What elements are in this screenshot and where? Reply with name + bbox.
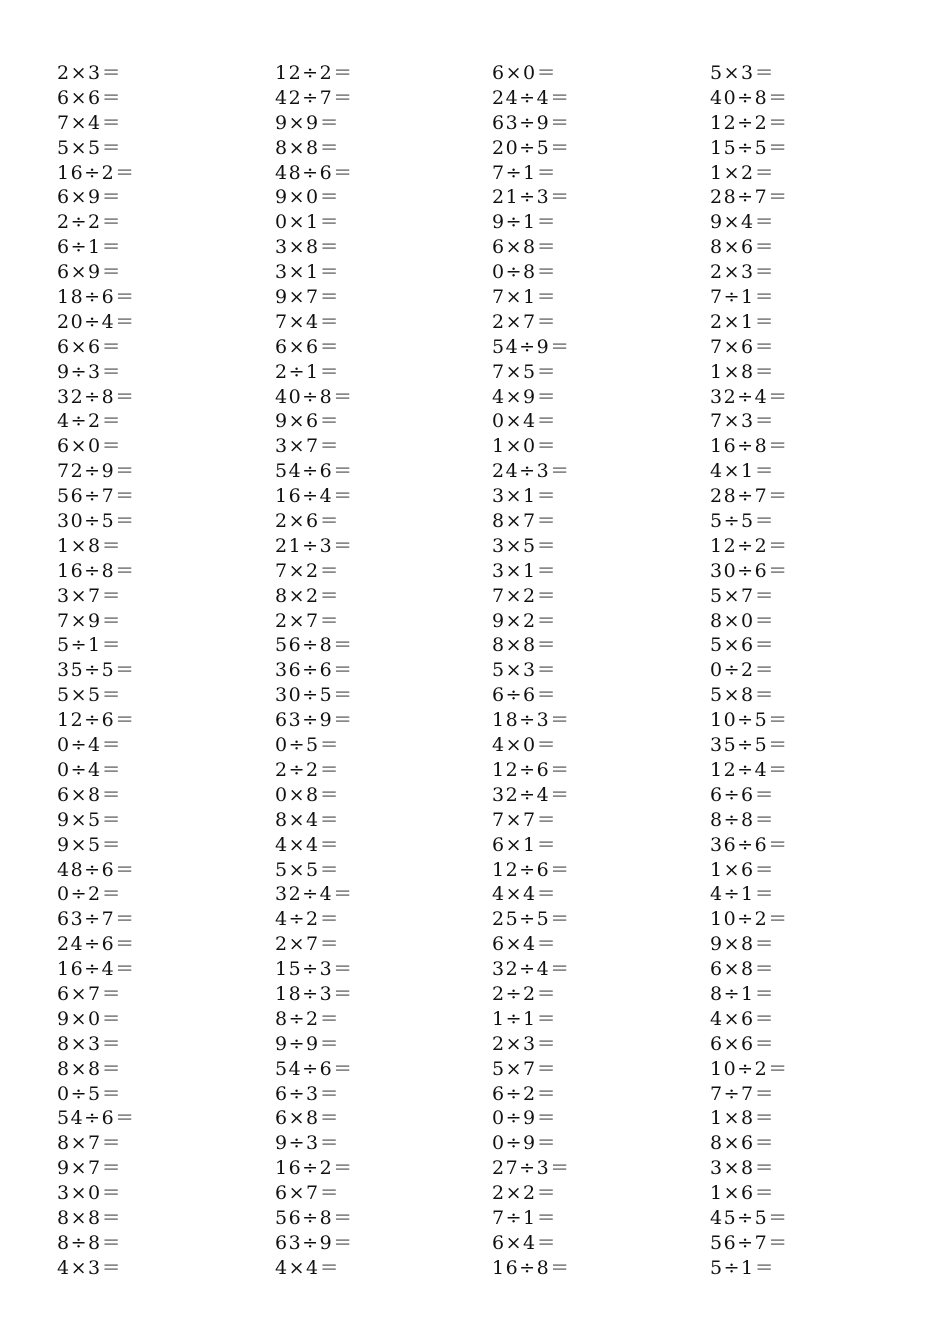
math-problem: 12÷2＝	[710, 534, 789, 557]
math-problem: 24÷4＝	[492, 86, 571, 109]
math-problem: 1×8＝	[710, 1107, 776, 1130]
math-problem: 6÷2＝	[492, 1082, 558, 1105]
math-problem: 6×1＝	[492, 833, 558, 856]
math-problem: 9÷1＝	[492, 211, 558, 234]
math-problem: 2×7＝	[275, 609, 341, 632]
math-problem: 0÷9＝	[492, 1107, 558, 1130]
math-problem: 5×3＝	[492, 659, 558, 682]
math-problem: 6×7＝	[57, 982, 123, 1005]
math-problem: 9×6＝	[275, 410, 341, 433]
math-problem: 4÷2＝	[57, 410, 123, 433]
math-problem: 56÷7＝	[710, 1231, 789, 1254]
math-problem: 0÷4＝	[57, 758, 123, 781]
math-problem: 36÷6＝	[275, 659, 354, 682]
math-problem: 9×0＝	[57, 1007, 123, 1030]
math-problem: 4×6＝	[710, 1007, 776, 1030]
math-problem: 8÷8＝	[710, 808, 776, 831]
math-problem: 2×6＝	[275, 510, 341, 533]
math-problem: 54÷6＝	[275, 460, 354, 483]
math-problem: 48÷6＝	[57, 858, 136, 881]
math-problem: 63÷9＝	[492, 111, 571, 134]
math-problem: 1×2＝	[710, 161, 776, 184]
math-problem: 5×5＝	[57, 136, 123, 159]
math-problem: 0÷9＝	[492, 1132, 558, 1155]
math-problem: 1×6＝	[710, 858, 776, 881]
math-problem: 2×3＝	[710, 261, 776, 284]
math-problem: 6÷6＝	[492, 684, 558, 707]
math-problem: 16÷2＝	[275, 1157, 354, 1180]
math-problem: 6×0＝	[57, 435, 123, 458]
math-problem: 20÷5＝	[492, 136, 571, 159]
math-problem: 8×8＝	[57, 1206, 123, 1229]
math-problem: 12÷6＝	[57, 709, 136, 732]
math-problem: 0÷5＝	[57, 1082, 123, 1105]
math-problem: 2×7＝	[275, 933, 341, 956]
math-problem: 9÷3＝	[275, 1132, 341, 1155]
math-problem: 2×7＝	[492, 310, 558, 333]
math-problem: 8×3＝	[57, 1032, 123, 1055]
math-problem: 16÷8＝	[57, 559, 136, 582]
math-problem: 2×3＝	[492, 1032, 558, 1055]
math-problem: 6×4＝	[492, 933, 558, 956]
math-problem: 7×3＝	[710, 410, 776, 433]
math-problem: 6×8＝	[492, 236, 558, 259]
math-problem: 54÷6＝	[275, 1057, 354, 1080]
math-problem: 9÷3＝	[57, 360, 123, 383]
math-problem: 12÷2＝	[275, 62, 354, 84]
math-problem: 7×9＝	[57, 609, 123, 632]
math-problem: 2÷2＝	[57, 211, 123, 234]
math-problem: 9×8＝	[710, 933, 776, 956]
math-problem: 8×8＝	[57, 1057, 123, 1080]
math-problem: 40÷8＝	[275, 385, 354, 408]
math-problem: 36÷6＝	[710, 833, 789, 856]
math-problem: 7×7＝	[492, 808, 558, 831]
math-problem: 3×1＝	[275, 261, 341, 284]
math-problem: 0÷8＝	[492, 261, 558, 284]
math-problem: 10÷5＝	[710, 709, 789, 732]
math-problem: 7×4＝	[275, 310, 341, 333]
math-problem: 54÷6＝	[57, 1107, 136, 1130]
math-problem: 3×8＝	[710, 1157, 776, 1180]
math-problem: 6×9＝	[57, 186, 123, 209]
problem-column-4	[710, 61, 910, 1281]
math-problem: 3×1＝	[492, 559, 558, 582]
math-problem: 0×8＝	[275, 783, 341, 806]
math-problem: 6×8＝	[710, 958, 776, 981]
math-problem: 5×7＝	[492, 1057, 558, 1080]
math-problem: 6×6＝	[275, 335, 341, 358]
math-problem: 35÷5＝	[710, 734, 789, 757]
math-problem: 4÷1＝	[710, 883, 776, 906]
math-problem: 8×7＝	[492, 510, 558, 533]
math-problem: 18÷3＝	[275, 982, 354, 1005]
math-problem: 8×6＝	[710, 1132, 776, 1155]
math-problem: 4×0＝	[492, 734, 558, 757]
math-problem: 2×1＝	[710, 310, 776, 333]
math-problem: 2÷2＝	[492, 982, 558, 1005]
math-problem: 0×4＝	[492, 410, 558, 433]
math-problem: 8×8＝	[492, 634, 558, 657]
math-problem: 6×6＝	[710, 1032, 776, 1055]
math-problem: 10÷2＝	[710, 908, 789, 931]
math-problem: 4×4＝	[275, 833, 341, 856]
math-problem: 63÷9＝	[275, 1231, 354, 1254]
math-problem: 32÷8＝	[57, 385, 136, 408]
problem-column-2	[275, 61, 475, 1281]
math-problem: 3×7＝	[275, 435, 341, 458]
math-problem: 16÷8＝	[492, 1256, 571, 1279]
math-problem: 5×3＝	[710, 62, 776, 84]
math-problem: 6×0＝	[492, 62, 558, 84]
math-problem: 21÷3＝	[492, 186, 571, 209]
math-problem: 2÷2＝	[275, 758, 341, 781]
math-problem: 30÷5＝	[275, 684, 354, 707]
math-problem: 16÷8＝	[710, 435, 789, 458]
math-problem: 6÷1＝	[57, 236, 123, 259]
problem-column-3	[492, 61, 692, 1281]
math-problem: 1×6＝	[710, 1182, 776, 1205]
math-problem: 15÷3＝	[275, 958, 354, 981]
math-problem: 0÷5＝	[275, 734, 341, 757]
math-problem: 45÷5＝	[710, 1206, 789, 1229]
math-problem: 12÷4＝	[710, 758, 789, 781]
math-problem: 7÷1＝	[710, 286, 776, 309]
math-problem: 6×8＝	[57, 783, 123, 806]
math-problem: 42÷7＝	[275, 86, 354, 109]
math-problem: 7÷1＝	[492, 1206, 558, 1229]
math-problem: 4×1＝	[710, 460, 776, 483]
math-problem: 56÷8＝	[275, 1206, 354, 1229]
math-problem: 8×0＝	[710, 609, 776, 632]
math-problem: 9×5＝	[57, 833, 123, 856]
math-problem: 7÷7＝	[710, 1082, 776, 1105]
math-problem: 32÷4＝	[492, 783, 571, 806]
math-problem: 3×1＝	[492, 485, 558, 508]
math-problem: 8×2＝	[275, 584, 341, 607]
math-problem: 5÷1＝	[57, 634, 123, 657]
math-problem: 16÷4＝	[275, 485, 354, 508]
math-problem: 9×7＝	[275, 286, 341, 309]
math-problem: 8÷8＝	[57, 1231, 123, 1254]
math-problem: 7×6＝	[710, 335, 776, 358]
math-problem: 48÷6＝	[275, 161, 354, 184]
math-problem: 2×2＝	[492, 1182, 558, 1205]
math-problem: 7×1＝	[492, 286, 558, 309]
math-problem: 32÷4＝	[710, 385, 789, 408]
math-problem: 30÷6＝	[710, 559, 789, 582]
math-problem: 28÷7＝	[710, 485, 789, 508]
math-problem: 35÷5＝	[57, 659, 136, 682]
math-problem: 7÷1＝	[492, 161, 558, 184]
math-problem: 32÷4＝	[492, 958, 571, 981]
math-problem: 28÷7＝	[710, 186, 789, 209]
math-problem: 16÷4＝	[57, 958, 136, 981]
math-problem: 4×3＝	[57, 1256, 123, 1279]
math-problem: 9×0＝	[275, 186, 341, 209]
math-problem: 12÷6＝	[492, 758, 571, 781]
math-problem: 3×8＝	[275, 236, 341, 259]
math-problem: 54÷9＝	[492, 335, 571, 358]
math-problem: 6×7＝	[275, 1182, 341, 1205]
math-problem: 30÷5＝	[57, 510, 136, 533]
math-problem: 9÷9＝	[275, 1032, 341, 1055]
math-problem: 9×7＝	[57, 1157, 123, 1180]
math-problem: 3×0＝	[57, 1182, 123, 1205]
math-problem: 56÷8＝	[275, 634, 354, 657]
math-problem: 6÷3＝	[275, 1082, 341, 1105]
math-problem: 3×5＝	[492, 534, 558, 557]
math-problem: 8×8＝	[275, 136, 341, 159]
math-problem: 2÷1＝	[275, 360, 341, 383]
math-problem: 16÷2＝	[57, 161, 136, 184]
math-problem: 25÷5＝	[492, 908, 571, 931]
math-problem: 63÷7＝	[57, 908, 136, 931]
math-problem: 8×4＝	[275, 808, 341, 831]
math-problem: 4×4＝	[492, 883, 558, 906]
math-problem: 12÷2＝	[710, 111, 789, 134]
math-problem: 6÷6＝	[710, 783, 776, 806]
math-problem: 20÷4＝	[57, 310, 136, 333]
math-problem: 9×5＝	[57, 808, 123, 831]
math-problem: 7×5＝	[492, 360, 558, 383]
math-problem: 2×3＝	[57, 62, 123, 84]
math-problem: 56÷7＝	[57, 485, 136, 508]
math-problem: 12÷6＝	[492, 858, 571, 881]
math-problem: 10÷2＝	[710, 1057, 789, 1080]
math-problem: 4÷2＝	[275, 908, 341, 931]
math-problem: 63÷9＝	[275, 709, 354, 732]
math-problem: 5÷1＝	[710, 1256, 776, 1279]
math-problem: 5÷5＝	[710, 510, 776, 533]
math-problem: 18÷3＝	[492, 709, 571, 732]
math-problem: 15÷5＝	[710, 136, 789, 159]
math-problem: 0÷2＝	[710, 659, 776, 682]
math-problem: 5×7＝	[710, 584, 776, 607]
math-problem: 7×2＝	[275, 559, 341, 582]
math-problem: 6×4＝	[492, 1231, 558, 1254]
math-problem: 5×8＝	[710, 684, 776, 707]
math-problem: 6×6＝	[57, 335, 123, 358]
math-problem: 8×7＝	[57, 1132, 123, 1155]
math-problem: 6×8＝	[275, 1107, 341, 1130]
math-problem: 0÷4＝	[57, 734, 123, 757]
math-problem: 3×7＝	[57, 584, 123, 607]
math-problem: 32÷4＝	[275, 883, 354, 906]
math-problem: 1×8＝	[57, 534, 123, 557]
math-problem: 6×9＝	[57, 261, 123, 284]
math-problem: 9×2＝	[492, 609, 558, 632]
math-problem: 4×9＝	[492, 385, 558, 408]
math-problem: 0×1＝	[275, 211, 341, 234]
math-problem: 9×4＝	[710, 211, 776, 234]
math-problem: 0÷2＝	[57, 883, 123, 906]
math-problem: 8÷1＝	[710, 982, 776, 1005]
math-problem: 5×6＝	[710, 634, 776, 657]
problem-column-1	[57, 61, 257, 1281]
math-problem: 24÷3＝	[492, 460, 571, 483]
math-problem: 8×6＝	[710, 236, 776, 259]
math-problem: 5×5＝	[57, 684, 123, 707]
math-problem: 21÷3＝	[275, 534, 354, 557]
math-problem: 27÷3＝	[492, 1157, 571, 1180]
math-problem: 24÷6＝	[57, 933, 136, 956]
math-problem: 7×4＝	[57, 111, 123, 134]
math-problem: 6×6＝	[57, 86, 123, 109]
math-problem: 1×8＝	[710, 360, 776, 383]
math-problem: 8÷2＝	[275, 1007, 341, 1030]
math-problem: 1÷1＝	[492, 1007, 558, 1030]
math-problem: 4×4＝	[275, 1256, 341, 1279]
math-problem: 72÷9＝	[57, 460, 136, 483]
math-problem: 40÷8＝	[710, 86, 789, 109]
math-problem: 18÷6＝	[57, 286, 136, 309]
math-problem: 7×2＝	[492, 584, 558, 607]
math-problem: 5×5＝	[275, 858, 341, 881]
math-problem: 9×9＝	[275, 111, 341, 134]
math-problem: 1×0＝	[492, 435, 558, 458]
